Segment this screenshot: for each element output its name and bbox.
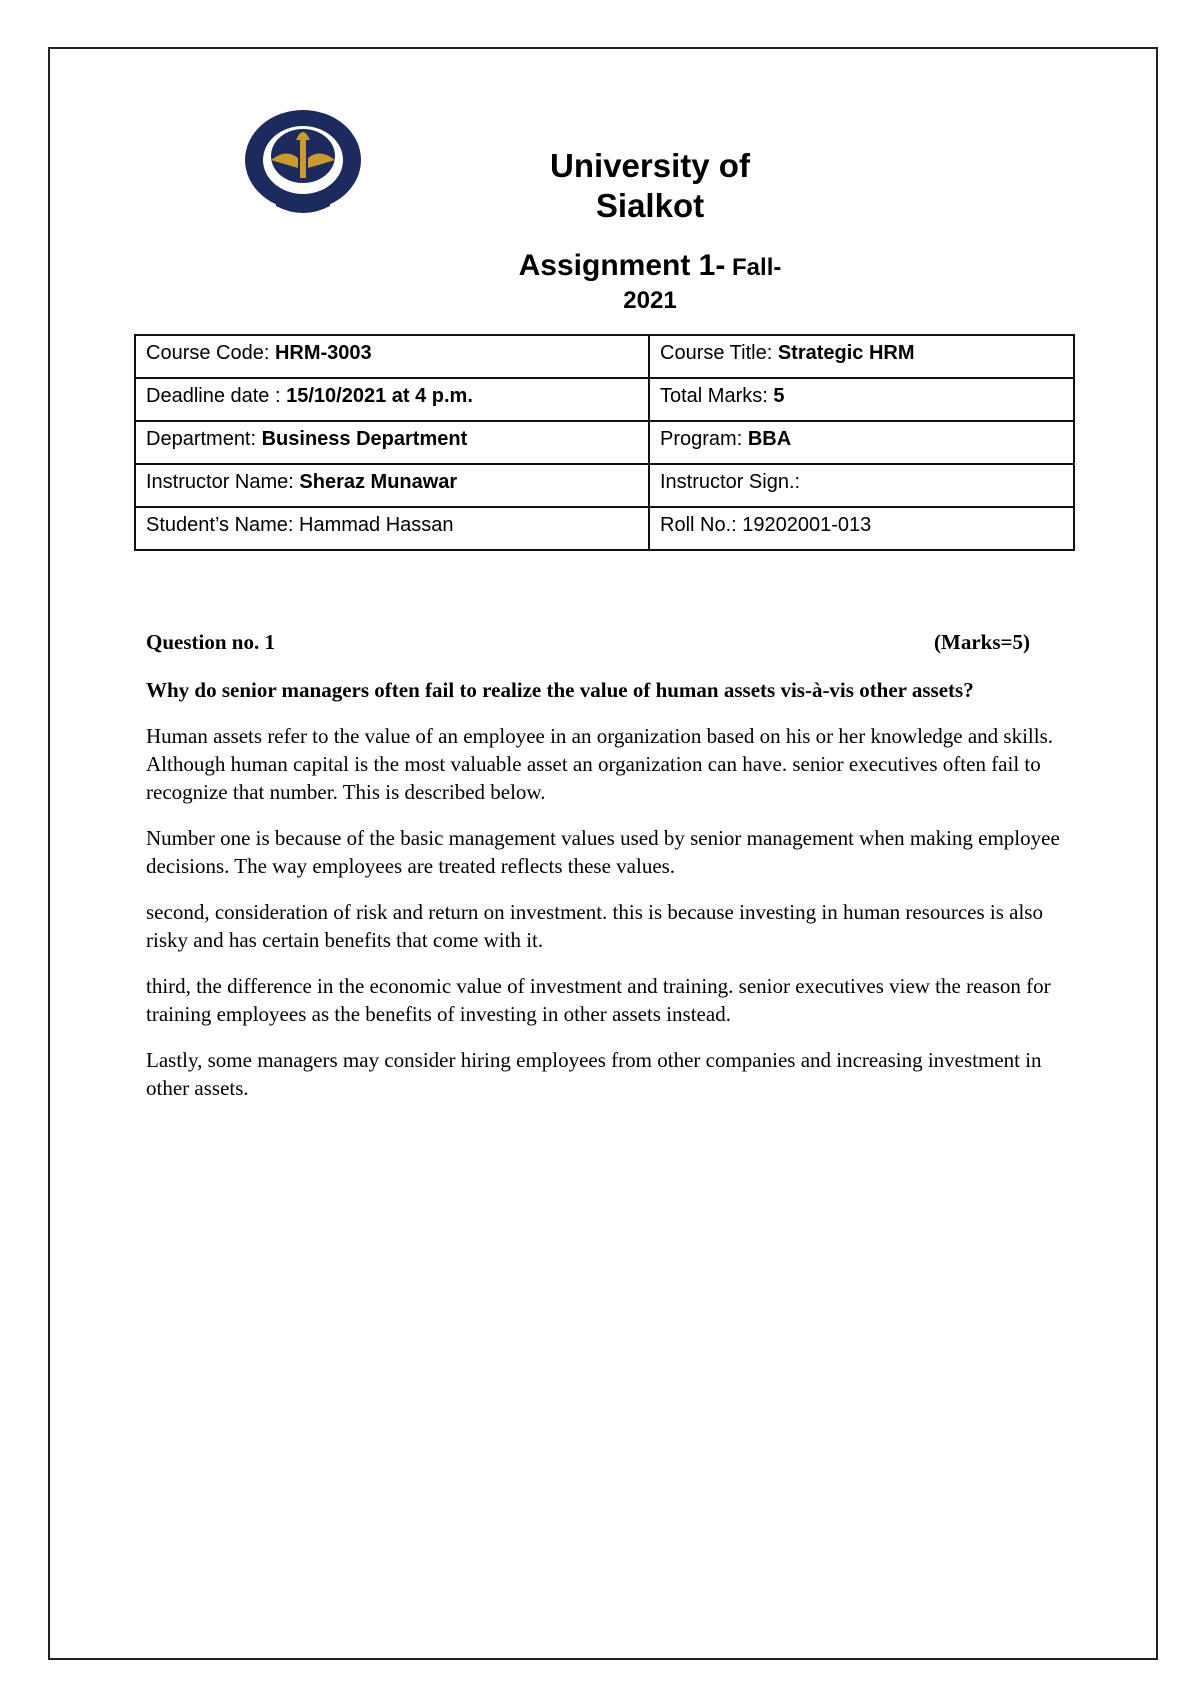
info-cell [135,378,649,421]
info-label: Course Code: [146,342,275,364]
answer-text [146,722,1066,1102]
info-label: Total Marks: [660,385,774,407]
assignment-body [146,628,1066,1120]
info-row [135,421,1074,464]
answer-paragraph: Lastly, some managers may consider hiring employees from other companies and increasing investment in other assets. [146,1048,1042,1100]
info-value: Sheraz Munawar [299,471,458,493]
info-value: 5 [773,385,785,407]
answer-paragraph: Human assets refer to the value of an employee in an organization based on his or her knowledge and skills. Although human capital is the most valuable asset an organization can have. senior executives often fail to recognize that number. This is described below. [146,724,1054,804]
info-row [135,378,1074,421]
info-row [135,335,1074,378]
info-cell [649,507,1074,550]
info-cell [135,421,649,464]
info-label: Roll No.: [660,514,743,536]
info-label: Deadline date : [146,385,287,407]
answer-paragraph: Number one is because of the basic management values used by senior management when making employee decisions. The way employees are treated reflects these values. [146,826,1060,878]
course-info-table [134,334,1075,551]
question-text: Why do senior managers often fail to realize the value of human assets vis-à-vis other assets? [146,678,974,702]
info-cell [649,378,1074,421]
question-marks: (Marks=5) [934,630,1030,654]
info-value: 15/10/2021 at 4 p.m. [286,385,473,407]
info-value: Business Department [261,428,468,450]
info-label: Program: [660,428,748,450]
university-seal-icon [236,108,370,216]
assignment-title: Assignment 1- Fall- 2021 [518,249,782,314]
info-value: BBA [747,428,792,450]
info-cell [135,507,649,550]
info-cell [649,421,1074,464]
info-value: Strategic HRM [777,342,915,364]
info-value: 19202001-013 [742,514,872,536]
info-cell [135,335,649,378]
info-row [135,507,1074,550]
info-row [135,464,1074,507]
info-value: Hammad Hassan [299,514,454,536]
info-cell [649,335,1074,378]
info-label: Course Title: [660,342,778,364]
info-label: Student’s Name: [146,514,300,536]
university-name: University of Sialkot [550,147,750,224]
answer-paragraph: third, the difference in the economic value of investment and training. senior executives view the reason for training employees as the benefits of investing in other assets instead. [146,974,1051,1026]
info-label: Instructor Name: [146,471,300,493]
question-header [146,628,1066,656]
info-label: Department: [146,428,262,450]
info-cell [649,464,1074,507]
answer-paragraph: second, consideration of risk and return on investment. this is because investing in human resources is also risky and has certain benefits that come with it. [146,900,1043,952]
info-cell [135,464,649,507]
info-label: Instructor Sign.: [660,471,801,493]
question-number: Question no. 1 [146,630,275,654]
info-value: HRM-3003 [274,342,372,364]
